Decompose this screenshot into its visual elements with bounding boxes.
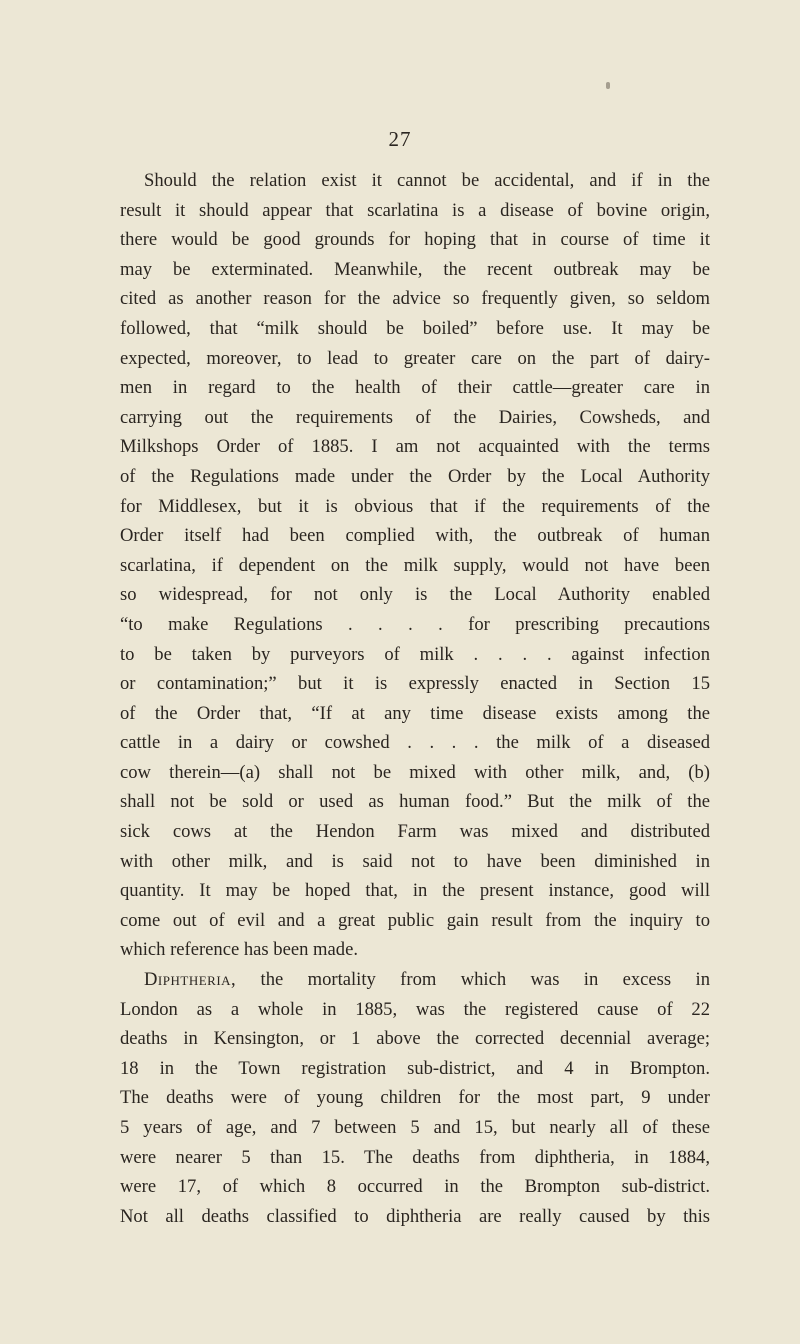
text-line: of the Order that, “If at any time disease exists among the [120,702,710,724]
text-line: were nearer 5 than 15. The deaths from diphtheria, in 1884, [120,1146,710,1168]
text-line: Should the relation exist it cannot be accidental, and if in the [144,170,710,191]
text-line: cited as another reason for the advice so frequently given, so seldom [120,288,710,310]
text-line: quantity. It may be hoped that, in the present instance, good will [120,880,710,902]
text-line: Not all deaths classified to diphtheria are really caused by this [120,1205,710,1227]
text-line: London as a whole in 1885, was the registered cause of 22 [120,998,710,1020]
text-line: shall not be sold or used as human food.” But the milk of the [120,791,710,813]
text-line: deaths in Kensington, or 1 above the corrected decennial average; [120,1028,710,1050]
text-line: Milkshops Order of 1885. I am not acquainted with the terms [120,436,710,458]
text-line: men in regard to the health of their cattle—greater care in [120,377,710,399]
section-lead: Diphtheria, [144,969,237,991]
text-line: Order itself had been complied with, the outbreak of human [120,525,710,547]
text-line: for Middlesex, but it is obvious that if the requirements of the [120,495,710,517]
text-line: “to make Regulations . . . . for prescribing precautions [120,613,710,635]
text-line: with other milk, and is said not to have been diminished in [120,850,710,872]
text-line: expected, moreover, to lead to greater care on the part of dairy- [120,347,710,369]
text-line: come out of evil and a great public gain result from the inquiry to [120,909,710,931]
text-line: followed, that “milk should be boiled” before use. It may be [120,317,710,339]
text-line: may be exterminated. Meanwhile, the recent outbreak may be [120,258,710,280]
text-line: to be taken by purveyors of milk . . . . against infection [120,643,710,665]
text-line: result it should appear that scarlatina is a disease of bovine origin, [120,199,710,221]
text-line: 5 years of age, and 7 between 5 and 15, but nearly all of these [120,1117,710,1138]
body-text [120,166,710,1231]
ink-speck [606,82,610,89]
text-line [120,965,710,995]
lead-line-rest: the mortality from which was in excess in [236,969,710,991]
text-line: were 17, of which 8 occurred in the Brompton sub-district. [120,1176,710,1198]
text-line: sick cows at the Hendon Farm was mixed and distributed [120,821,710,843]
text-line: scarlatina, if dependent on the milk supply, would not have been [120,554,710,576]
text-line: cow therein—(a) shall not be mixed with other milk, and, (b) [120,761,710,783]
text-line: The deaths were of young children for the most part, 9 under [120,1087,710,1109]
page-number: 27 [388,127,412,151]
paragraph-2 [120,965,710,1231]
text-line: 18 in the Town registration sub-district, and 4 in Brompton. [120,1057,710,1079]
text-line: of the Regulations made under the Order by the Local Authority [120,465,710,487]
paragraph-1 [120,166,710,965]
text-line: which reference has been made. [120,939,358,961]
text-line: so widespread, for not only is the Local Authority enabled [120,584,710,606]
text-line: carrying out the requirements of the Dairies, Cowsheds, and [120,406,710,428]
text-line: there would be good grounds for hoping that in course of time it [120,229,710,251]
text-line: cattle in a dairy or cowshed . . . . the milk of a diseased [120,732,710,754]
text-line: or contamination;” but it is expressly enacted in Section 15 [120,673,710,695]
